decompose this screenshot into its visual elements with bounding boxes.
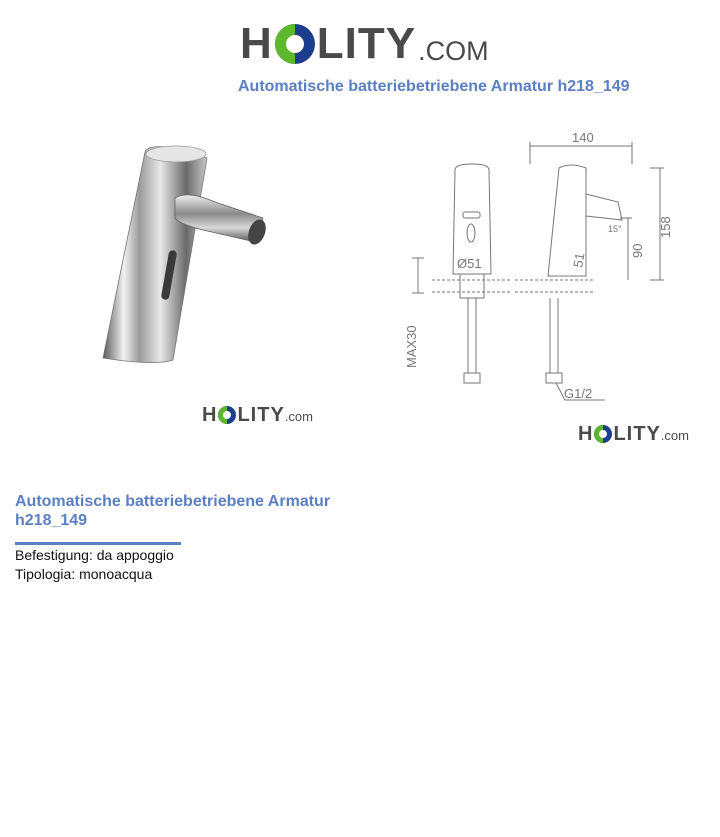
brand-logo[interactable] (240, 14, 489, 66)
spec-label: Tipologia: (15, 566, 76, 582)
dim-max: MAX30 (404, 325, 419, 368)
page-title: Automatische batteriebetriebene Armatur h218_149 (238, 78, 630, 95)
watermark2-letter-h: H (578, 423, 594, 445)
dim-angle: 15° (608, 224, 622, 234)
drawing-watermark-logo (578, 424, 689, 444)
spec-row (15, 546, 174, 565)
spec-row (15, 565, 174, 584)
watermark-o-icon (218, 406, 236, 424)
dim-side-diameter: 51 (570, 251, 588, 269)
spec-label: Befestigung: (15, 547, 93, 563)
product-title: Automatische batteriebetriebene Armatur h218_149 (15, 493, 331, 529)
logo-letter-h: H (240, 19, 273, 68)
logo-o-icon (275, 24, 315, 64)
spec-value: da appoggio (96, 547, 174, 563)
spec-list (15, 546, 174, 584)
watermark-text: LITY (237, 404, 285, 426)
watermark2-o-icon (594, 425, 612, 443)
dim-diameter: Ø51 (457, 256, 482, 271)
watermark2-suffix: .com (660, 428, 689, 443)
faucet-photo (95, 140, 275, 372)
dim-spout-height: 90 (630, 243, 645, 258)
watermark-letter-h: H (202, 404, 218, 426)
watermark-suffix: .com (284, 409, 313, 424)
dim-thread: G1/2 (564, 386, 593, 401)
logo-suffix: .COM (418, 36, 489, 66)
logo-text: LITY (316, 19, 417, 68)
spec-value: monoacqua (79, 566, 153, 582)
dim-height: 158 (658, 216, 673, 238)
title-divider (15, 542, 181, 545)
watermark2-text: LITY (613, 423, 661, 445)
dim-width: 140 (572, 130, 594, 145)
technical-drawing (360, 128, 710, 418)
photo-watermark-logo (202, 405, 313, 425)
